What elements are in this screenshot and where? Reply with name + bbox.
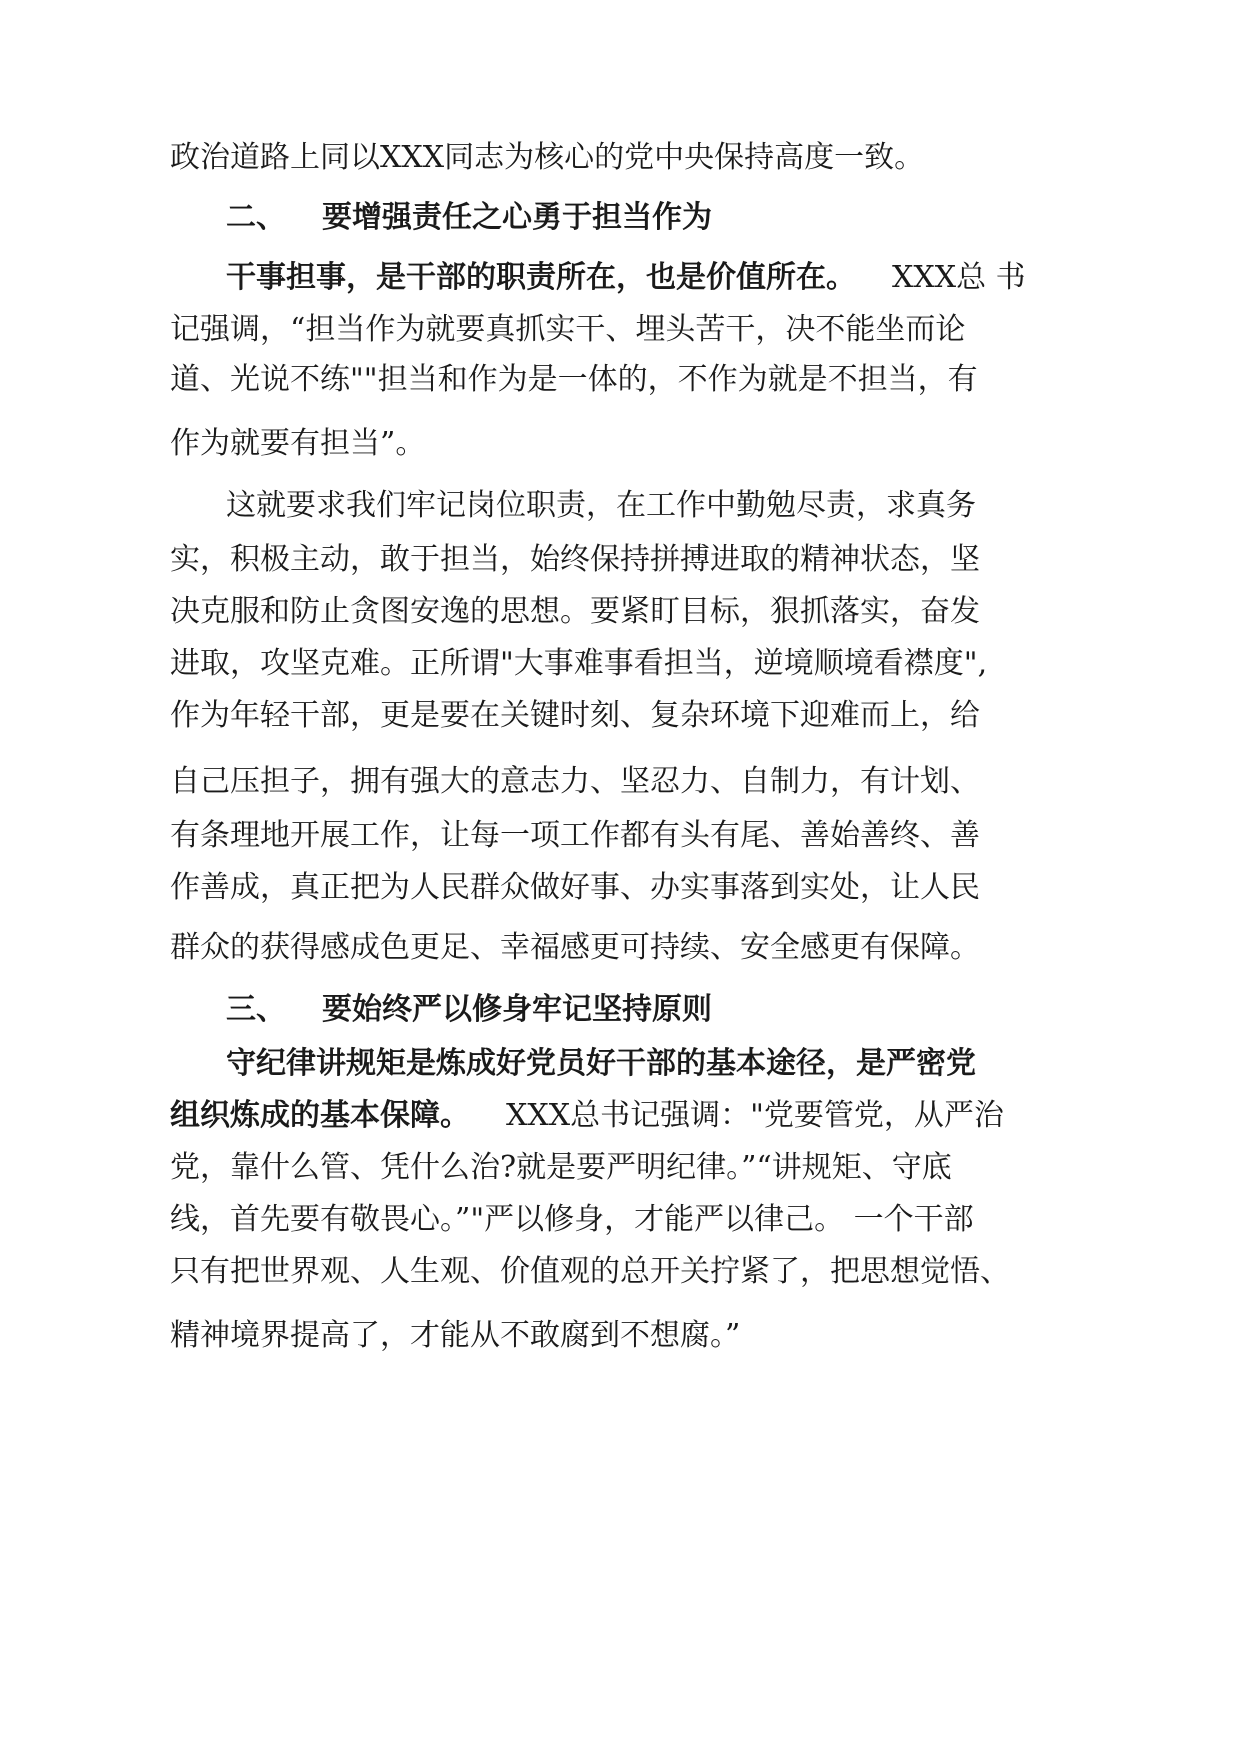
body-text: XXX总 书	[892, 260, 1026, 295]
body-line: 道、光说不练""担当和作为是一体的，不作为就是不担当，有	[170, 362, 978, 397]
body-line: 决克服和防止贪图安逸的思想。要紧盯目标，狠抓落实，奋发	[170, 594, 980, 629]
lead-sentence: 组织炼成的基本保障。	[170, 1098, 470, 1133]
body-line	[226, 258, 1026, 298]
body-line: 记强调，“担当作为就要真抓实干、埋头苦干，决不能坐而论	[170, 312, 966, 347]
body-line: 精神境界提高了，才能从不敢腐到不想腐。”	[170, 1318, 741, 1353]
heading-text: 要增强责任之心勇于担当作为	[322, 200, 712, 235]
body-line: 这就要求我们牢记岗位职责，在工作中勤勉尽责，求真务	[226, 488, 976, 523]
body-line: 群众的获得感成色更足、幸福感更可持续、安全感更有保障。	[170, 930, 980, 965]
heading-number: 二、	[226, 200, 286, 235]
body-line: 自己压担子，拥有强大的意志力、坚忍力、自制力，有计划、	[170, 764, 980, 799]
body-line: 作善成，真正把为人民群众做好事、办实事落到实处，让人民	[170, 870, 980, 905]
body-line: 守纪律讲规矩是炼成好党员好干部的基本途径，是严密党	[226, 1046, 976, 1081]
body-line: 实，积极主动，敢于担当，始终保持拼搏进取的精神状态，坚	[170, 542, 980, 577]
body-line: 政治道路上同以XXX同志为核心的党中央保持高度一致。	[170, 140, 925, 175]
lead-sentence: 干事担事，是干部的职责所在，也是价值所在。	[226, 260, 856, 295]
heading-number: 三、	[226, 992, 286, 1027]
body-line: 作为年轻干部，更是要在关键时刻、复杂环境下迎难而上，给	[170, 698, 980, 733]
section-heading-3	[226, 990, 712, 1030]
body-line: 进取，攻坚克难。正所谓"大事难事看担当，逆境顺境看襟度",	[170, 646, 988, 681]
body-line: 有条理地开展工作，让每一项工作都有头有尾、善始善终、善	[170, 818, 980, 853]
body-line: 作为就要有担当”。	[170, 426, 426, 461]
heading-text: 要始终严以修身牢记坚持原则	[322, 992, 712, 1027]
body-line	[170, 1096, 1004, 1136]
body-line: 党，靠什么管、凭什么治?就是要严明纪律。”“讲规矩、守底	[170, 1150, 952, 1185]
body-line: 只有把世界观、人生观、价值观的总开关拧紧了，把思想觉悟、	[170, 1254, 1010, 1289]
body-text: XXX总书记强调："党要管党，从严治	[506, 1098, 1004, 1133]
body-line: 线，首先要有敬畏心。”"严以修身，才能严以律己。 一个干部	[170, 1202, 974, 1237]
section-heading-2	[226, 198, 712, 238]
